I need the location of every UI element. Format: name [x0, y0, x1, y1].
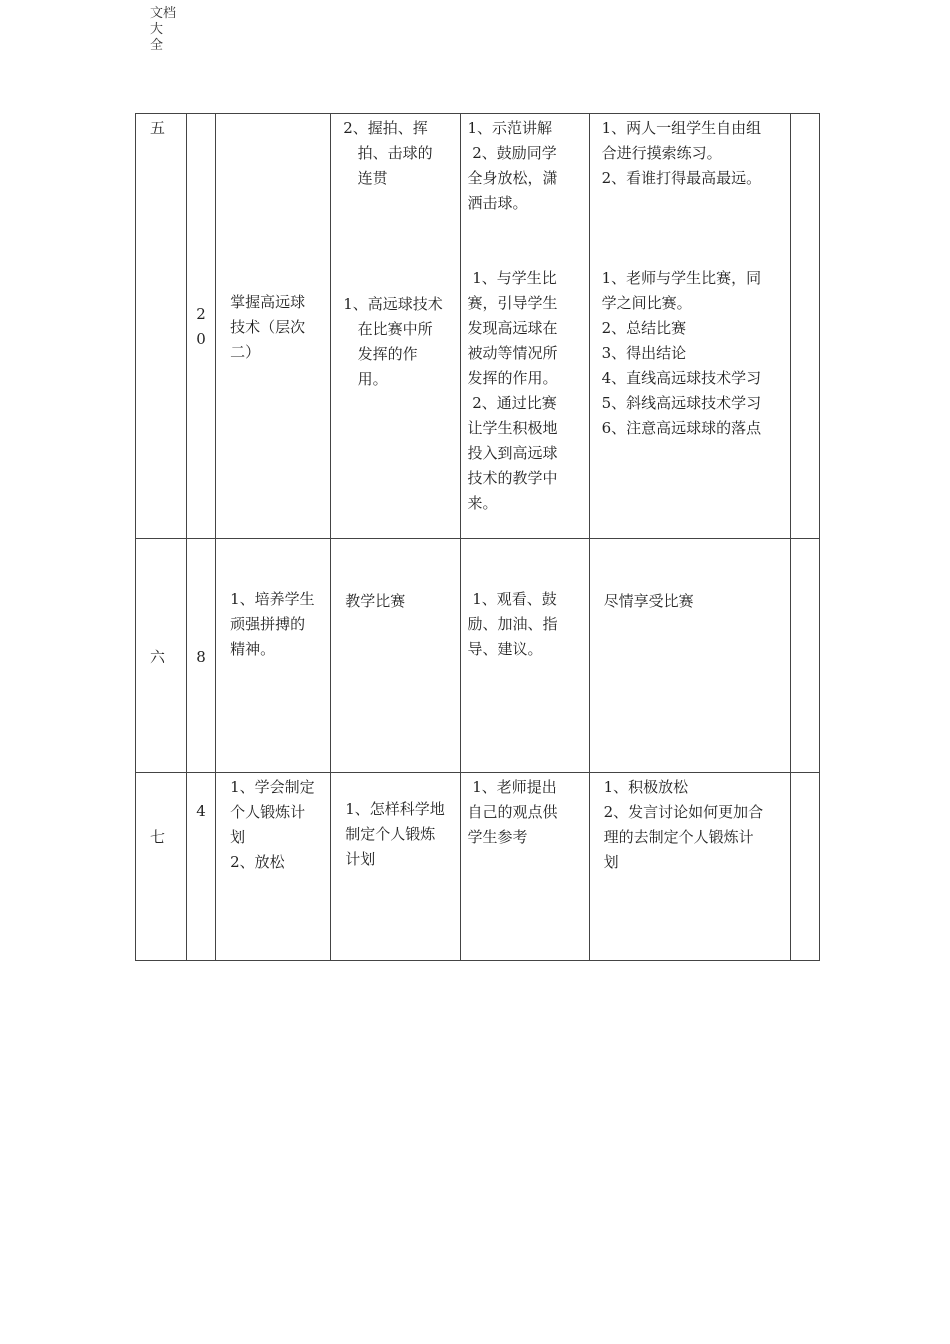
table-row — [136, 773, 820, 961]
minutes-cell — [187, 773, 216, 961]
teacher-cell — [461, 773, 589, 961]
extra-cell — [790, 539, 819, 773]
minutes-cell — [187, 539, 216, 773]
student-cell — [589, 539, 790, 773]
content-cell — [331, 539, 461, 773]
student-text-b: 1、老师与学生比赛，同 学之间比赛。 2、总结比赛 3、得出结论 4、直线高远球技术学习 5、斜线高远球技术学习 6、注意高远球球的落点 — [601, 269, 762, 437]
teacher-text-a: 1、示范讲解 2、鼓励同学 全身放松，潇 洒击球。 — [467, 119, 558, 212]
minutes-value: 2 0 — [196, 305, 206, 348]
content-text: 1、怎样科学地 制定个人锻炼 计划 — [345, 800, 445, 868]
goal-cell — [216, 539, 331, 773]
teacher-text-b: 1、与学生比 赛，引导学生 发现高远球在 被动等情况所 发挥的作用。 2、通过比赛 让学生积极地 投入到高远球 技术的教学中 来。 — [467, 269, 558, 512]
minutes-cell — [187, 114, 216, 539]
extra-cell — [790, 773, 819, 961]
goal-cell — [216, 114, 331, 539]
content-text: 教学比赛 — [345, 592, 406, 610]
table-row — [136, 114, 820, 539]
student-cell — [589, 773, 790, 961]
minutes-value: 8 — [196, 648, 206, 666]
episode-number: 七 — [150, 828, 166, 846]
goal-text: 1、学会制定 个人锻炼计 划 2、放松 — [230, 778, 315, 871]
teacher-text: 1、观看、鼓 励、加油、指 导、建议。 — [467, 590, 558, 658]
goal-text: 1、培养学生 顽强拼搏的 精神。 — [230, 590, 315, 658]
episode-number: 五 — [150, 119, 166, 137]
teacher-cell — [461, 114, 589, 539]
table-row — [136, 539, 820, 773]
episode-cell — [136, 773, 187, 961]
student-cell — [589, 114, 790, 539]
student-text-a: 1、两人一组学生自由组 合进行摸索练习。 2、看谁打得最高最远。 — [601, 119, 762, 187]
lesson-plan-table — [135, 113, 820, 961]
content-cell — [331, 114, 461, 539]
content-text-b: 1、高远球技术 在比赛中所 发挥的作 用。 — [343, 295, 443, 388]
student-text: 1、积极放松 2、发言讨论如何更加合 理的去制定个人锻炼计 划 — [603, 778, 764, 871]
extra-cell — [790, 114, 819, 539]
header-label: 文档大 全 — [150, 6, 177, 53]
student-text: 尽情享受比赛 — [603, 592, 694, 610]
minutes-value: 4 — [196, 802, 206, 820]
teacher-cell — [461, 539, 589, 773]
content-text-a: 2、握拍、挥 拍、击球的 连贯 — [343, 119, 433, 187]
goal-cell — [216, 773, 331, 961]
episode-number: 六 — [150, 648, 166, 666]
teacher-text: 1、老师提出 自己的观点供 学生参考 — [467, 778, 558, 846]
episode-cell — [136, 114, 187, 539]
episode-cell — [136, 539, 187, 773]
content-cell — [331, 773, 461, 961]
goal-text: 掌握高远球 技术（层次 二） — [230, 293, 306, 361]
